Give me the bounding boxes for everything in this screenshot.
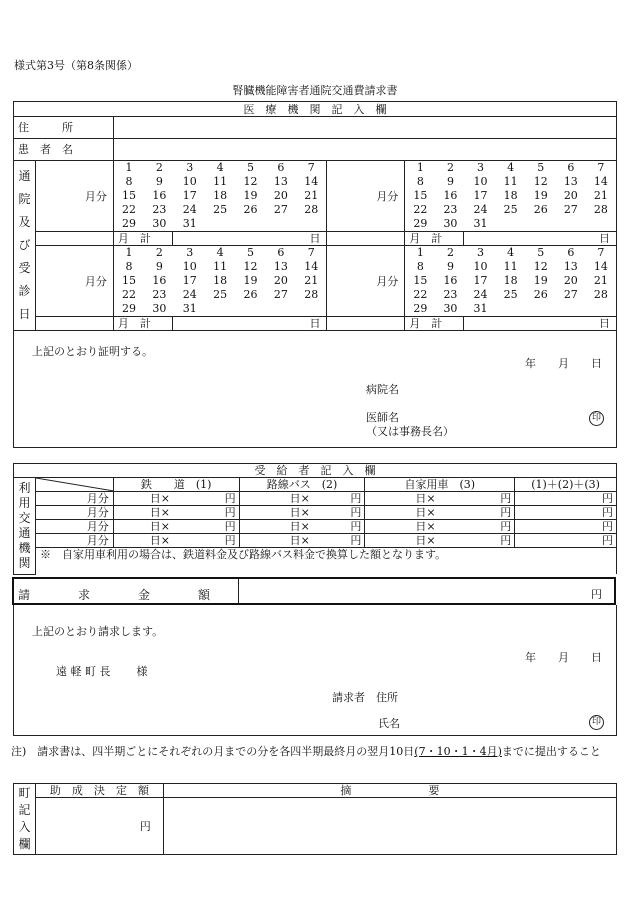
director-label: （又は事務長名） — [366, 425, 454, 438]
medical-header: 医 療 機 関 記 入 欄 — [14, 102, 617, 117]
claim-amount-box — [12, 577, 616, 605]
claim-yen: 円 — [591, 588, 602, 601]
town-section — [13, 783, 617, 855]
recipient-section — [13, 463, 617, 575]
col-rail: 鉄 道 (1) — [113, 478, 239, 492]
rail-cell[interactable]: 日× 円 — [113, 506, 239, 520]
col-car: 自家用車 (3) — [365, 478, 515, 492]
summary-field[interactable] — [163, 798, 616, 855]
aid-amount-label: 助 成 決 定 額 — [35, 784, 163, 798]
medical-section — [13, 101, 617, 448]
day-grid-2[interactable]: 1 2 3 4 5 6 7 8 9 10 11 12 13 14 15 16 17 18 19 20 21 22 23 24 25 26 27 28 29 30 31 — [405, 161, 617, 232]
rail-cell[interactable]: 日× 円 — [113, 534, 239, 548]
transport-row — [14, 520, 617, 534]
private-car-note: ※ 自家用車利用の場合は、鉄道料金及び路線バス料金で換算した額となります。 — [35, 548, 616, 575]
doctor-seal: 印 — [589, 410, 604, 426]
address-label: 住 所 — [14, 117, 114, 139]
transport-label: 利 用 交 通 機 関 — [14, 478, 36, 575]
month-field-4[interactable]: 月分 — [327, 246, 405, 317]
car-cell[interactable]: 日× 円 — [365, 506, 515, 520]
aid-amount-field[interactable]: 円 — [35, 798, 163, 855]
address-field[interactable] — [113, 117, 616, 139]
month-total-4[interactable]: 月 計 日 — [405, 317, 617, 331]
day-grid-3[interactable]: 1 2 3 4 5 6 7 8 9 10 11 12 13 14 15 16 17 18 19 20 21 22 23 24 25 26 27 28 29 30 31 — [113, 246, 327, 317]
town-label: 町 記 入 欄 — [14, 784, 36, 855]
col-total: (1)＋(2)＋(3) — [515, 478, 617, 492]
month-field-1[interactable]: 月分 — [35, 161, 113, 232]
summary-label: 摘 要 — [163, 784, 616, 798]
total-cell[interactable]: 円 — [515, 534, 617, 548]
day-grid-4[interactable]: 1 2 3 4 5 6 7 8 9 10 11 12 13 14 15 16 17 18 19 20 21 22 23 24 25 26 27 28 29 30 31 — [405, 246, 617, 317]
col-bus: 路線バス (2) — [239, 478, 365, 492]
transport-month[interactable]: 月分 — [35, 492, 113, 506]
certify-text: 上記のとおり証明する。 — [32, 345, 153, 358]
day-grid-1[interactable]: 1 2 3 4 5 6 7 8 9 10 11 12 13 14 15 16 17 18 19 20 21 22 23 24 25 26 27 28 29 30 31 — [113, 161, 327, 232]
transport-month[interactable]: 月分 — [35, 520, 113, 534]
month-total-3[interactable]: 月 計 日 — [113, 317, 327, 331]
transport-row — [14, 534, 617, 548]
bus-cell[interactable]: 日× 円 — [239, 520, 365, 534]
diagonal-cell — [35, 478, 113, 492]
car-cell[interactable]: 日× 円 — [365, 492, 515, 506]
bus-cell[interactable]: 日× 円 — [239, 506, 365, 520]
request-block — [13, 605, 617, 736]
bus-cell[interactable]: 日× 円 — [239, 534, 365, 548]
visit-label: 通 院 及 び 受 診 日 — [14, 161, 36, 331]
certify-date[interactable]: 年 月 日 — [525, 357, 602, 370]
transport-row — [14, 492, 617, 506]
page-title: 腎臓機能障害者通院交通費請求書 — [232, 84, 398, 97]
transport-month[interactable]: 月分 — [35, 534, 113, 548]
hospital-label: 病院名 — [366, 383, 399, 396]
transport-row — [14, 506, 617, 520]
request-date[interactable]: 年 月 日 — [525, 651, 602, 664]
total-cell[interactable]: 円 — [515, 506, 617, 520]
diagonal-line — [36, 478, 114, 491]
claimant-address-label: 住所 — [376, 691, 398, 704]
rail-cell[interactable]: 日× 円 — [113, 492, 239, 506]
rail-cell[interactable]: 日× 円 — [113, 520, 239, 534]
claimant-seal: 印 — [589, 714, 604, 730]
claimant-label: 請求者 住所 — [332, 691, 398, 704]
month-field-3[interactable]: 月分 — [35, 246, 113, 317]
claim-amount-field[interactable] — [240, 579, 614, 603]
total-cell[interactable]: 円 — [515, 492, 617, 506]
doctor-label: 医師名 — [366, 411, 399, 424]
claim-amount-label: 請 求 金 額 — [18, 588, 211, 602]
month-total-2[interactable]: 月 計 日 — [405, 232, 617, 246]
month-total-1[interactable]: 月 計 日 — [113, 232, 327, 246]
footnote: 注) 請求書は、四半期ごとにそれぞれの月までの分を各四半期最終月の翌月10日(7・10・1・4月)までに提出すること — [11, 745, 601, 758]
form-number: 様式第3号（第8条関係） — [14, 59, 138, 72]
patient-field[interactable] — [113, 139, 616, 161]
recipient-header: 受 給 者 記 入 欄 — [14, 464, 617, 478]
bus-cell[interactable]: 日× 円 — [239, 492, 365, 506]
request-text: 上記のとおり請求します。 — [32, 625, 164, 638]
claimant-name-label: 氏名 — [378, 717, 400, 730]
car-cell[interactable]: 日× 円 — [365, 534, 515, 548]
addressee: 遠 軽 町 長 様 — [56, 665, 148, 678]
month-field-2[interactable]: 月分 — [327, 161, 405, 232]
patient-label: 患 者 名 — [14, 139, 114, 161]
transport-month[interactable]: 月分 — [35, 506, 113, 520]
total-cell[interactable]: 円 — [515, 520, 617, 534]
claim-divider — [238, 579, 239, 603]
car-cell[interactable]: 日× 円 — [365, 520, 515, 534]
certification-block — [14, 331, 617, 448]
